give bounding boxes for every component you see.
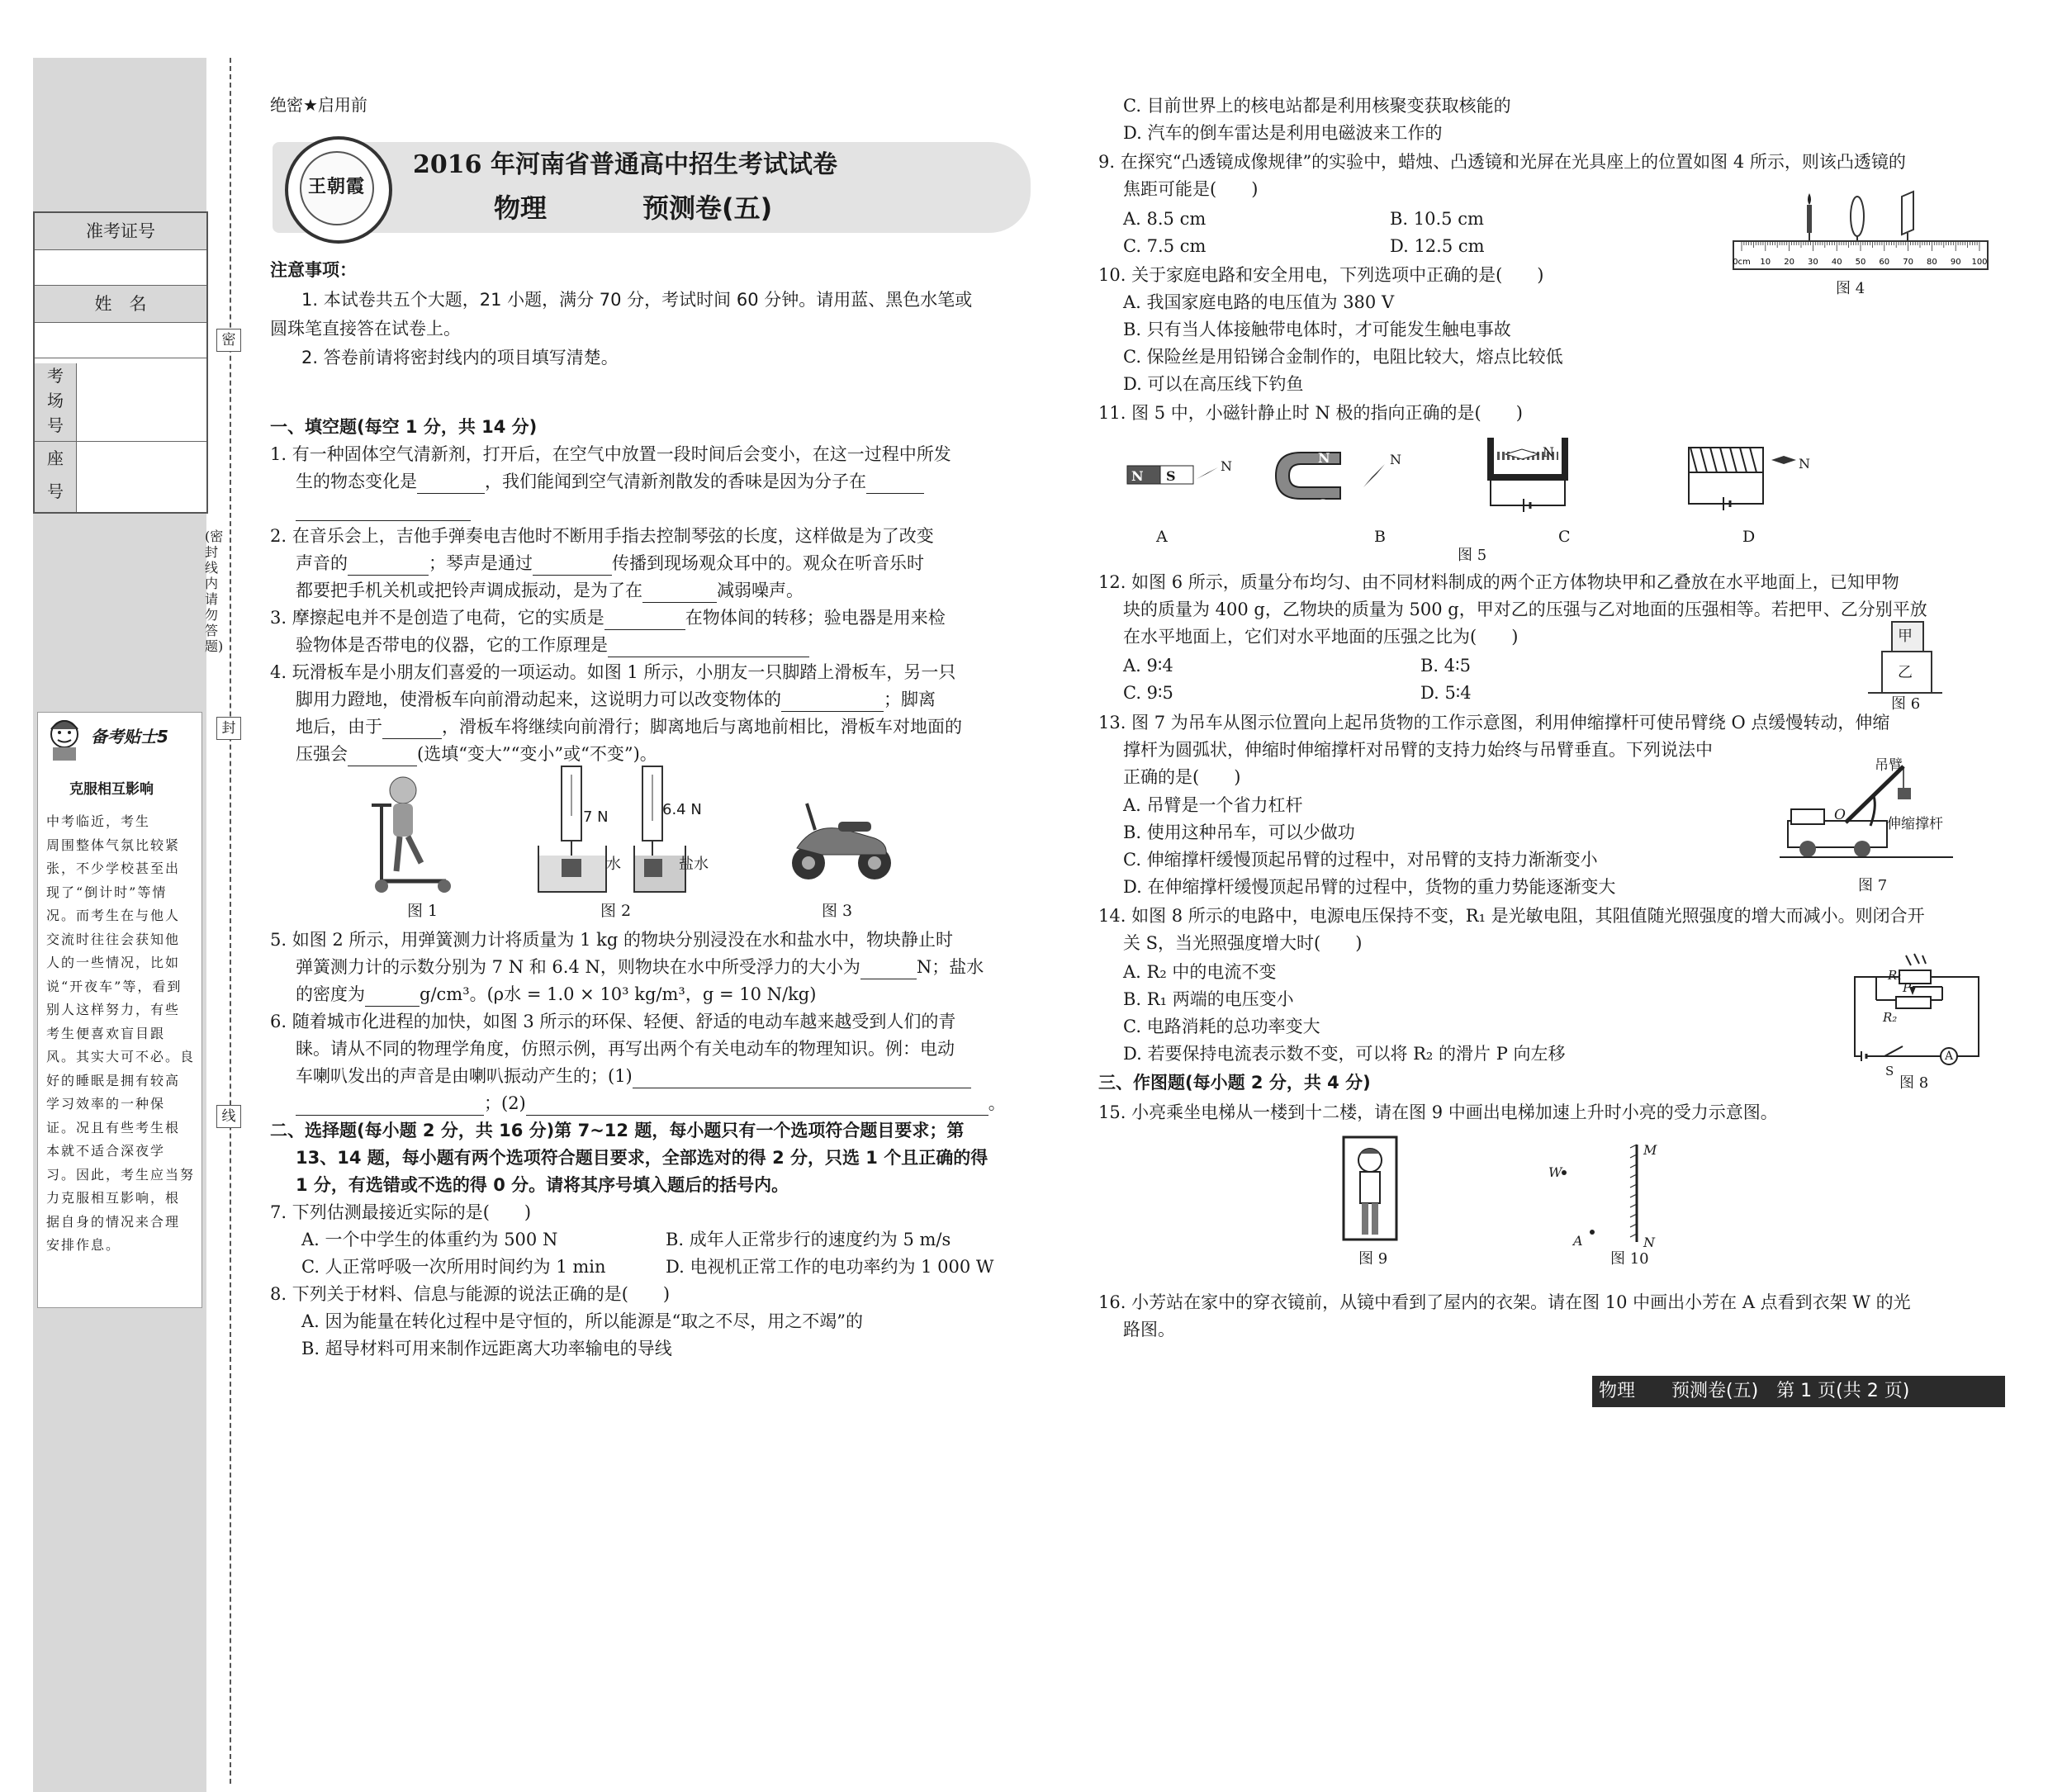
tip-line: 别人这样努力，有些: [46, 1002, 181, 1017]
candidate-info-box: [33, 211, 208, 514]
q4-text: 压强会: [296, 744, 348, 764]
mirror-diagram: [1544, 1140, 1643, 1247]
fig8-r1-label: R₁: [1888, 968, 1903, 983]
seal-line: [230, 58, 231, 1784]
q12-line: 块的质量为 400 g，乙物块的质量为 500 g，甲对乙的压强与乙对地面的压强相等。若把甲、乙分别平放: [1123, 600, 1927, 619]
q5: 5. 如图 2 所示，用弹簧测力计将质量为 1 kg 的物块分别浸没在水和盐水中，物块静止时: [270, 930, 953, 950]
q1-line: [296, 469, 924, 494]
tip-title: 克服相互影响: [69, 781, 154, 798]
q7-option-c: C. 人正常呼吸一次所用时间约为 1 min: [301, 1257, 606, 1277]
ruler-tick-label: 90: [1950, 258, 1961, 267]
answer-blank[interactable]: [633, 1069, 971, 1088]
answer-blank[interactable]: [526, 1097, 988, 1116]
q16: 16. 小芳站在家中的穿衣镜前，从镜中看到了屋内的衣架。请在图 10 中画出小芳在 A 点看到衣架 W 的光: [1098, 1292, 1911, 1312]
section-heading: 二、选择题(每小题 2 分，共 16 分)第 7~12 题，每小题只有一个选项符合题目要求；第: [270, 1121, 965, 1140]
q14: 14. 如图 8 所示的电路中，电源电压保持不变，R₁ 是光敏电阻，其阻值随光照强度的增大而减小。则闭合开: [1098, 906, 1925, 926]
seal-mark-xian: 线: [216, 1105, 241, 1128]
q15: 15. 小亮乘坐电梯从一楼到十二楼，请在图 9 中画出电梯加速上升时小亮的受力示意图。: [1098, 1102, 1778, 1122]
q6-period: 。: [988, 1093, 1006, 1113]
q3-text: 3. 摩擦起电并不是创造了电荷，它的实质是: [270, 608, 604, 628]
q6: 6. 随着城市化进程的加快，如图 3 所示的环保、轻便、舒适的电动车越来越受到人们的青: [270, 1012, 956, 1031]
fig8-s-label: S: [1885, 1064, 1894, 1079]
q10-option-c: C. 保险丝是用铅锑合金制作的，电阻比较大，熔点比较低: [1123, 347, 1563, 367]
block-yi: [1881, 651, 1932, 694]
q10: 10. 关于家庭电路和安全用电，下列选项中正确的是( ): [1098, 265, 1544, 285]
q4-line: [296, 687, 936, 712]
fig1-caption: 图 1: [407, 902, 439, 920]
q2-text: 都要把手机关机或把铃声调成振动，是为了在: [296, 581, 642, 600]
magnet-n-label: N: [1131, 468, 1144, 484]
answer-blank[interactable]: [860, 960, 917, 979]
q4-line: [296, 714, 962, 739]
seal-note: (密封线内请勿答题): [205, 529, 224, 654]
fig5-caption: 图 5: [1458, 547, 1487, 564]
answer-blank[interactable]: [866, 475, 924, 494]
room-field[interactable]: [78, 358, 206, 441]
magnet-options-diagram: [1119, 431, 1945, 522]
section-heading: 一、填空题(每空 1 分，共 14 分): [270, 417, 538, 437]
answer-blank[interactable]: [348, 557, 429, 576]
needle-n-label: N: [1543, 444, 1554, 460]
candle-flame-icon: [1808, 193, 1811, 205]
answer-blank[interactable]: [533, 557, 612, 576]
fig8-caption: 图 8: [1899, 1074, 1929, 1092]
q2-text: 减弱噪声。: [717, 581, 804, 600]
seal-mark-mi: 密: [216, 329, 241, 352]
notice-line: 圆珠笔直接答在试卷上。: [270, 319, 461, 339]
ruler-tick-label: 70: [1903, 258, 1913, 267]
block-jia: [1891, 621, 1924, 652]
magnet-s-label: S: [1166, 468, 1176, 484]
elevator-person-diagram: [1342, 1135, 1400, 1243]
q12-option-a: A. 9∶4: [1123, 656, 1173, 676]
q12-option-c: C. 9∶5: [1123, 683, 1173, 703]
fig8-p-label: P: [1903, 980, 1912, 995]
answer-blank[interactable]: [296, 1097, 484, 1116]
subject-title: 物理: [494, 192, 548, 224]
fig10-caption: 图 10: [1610, 1250, 1649, 1268]
q5-line: [296, 955, 984, 979]
q7: 7. 下列估测最接近实际的是( ): [270, 1202, 532, 1222]
answer-blank[interactable]: [604, 611, 685, 630]
ruler-tick-label: 30: [1808, 258, 1818, 267]
q1: 1. 有一种固体空气清新剂，打开后，在空气中放置一段时间后会变小，在这一过程中所发: [270, 444, 951, 464]
logo-seal: [300, 151, 374, 225]
q8-option-d: D. 汽车的倒车雷达是利用电磁波来工作的: [1123, 123, 1443, 143]
scooter-child-image: [363, 772, 462, 896]
q6-text: ；(2): [484, 1093, 526, 1113]
fig7-arm-label: 吊臂: [1875, 757, 1903, 774]
page-footer: 物理 预测卷(五) 第 1 页(共 2 页): [1592, 1376, 2005, 1407]
fig5-label-c: C: [1558, 528, 1571, 546]
fig5-label-d: D: [1742, 528, 1756, 546]
ruler-tick-label: 0cm: [1733, 258, 1751, 267]
light-screen: [1902, 192, 1913, 235]
q13-option-d: D. 在伸缩撑杆缓慢顶起吊臂的过程中，货物的重力势能逐渐变大: [1123, 877, 1616, 897]
tip-box: [37, 712, 202, 1308]
q5-text: 弹簧测力计的示数分别为 7 N 和 6.4 N，则物块在水中所受浮力的大小为: [296, 957, 860, 977]
q5-text: 的密度为: [296, 984, 365, 1004]
fig2-caption: 图 2: [600, 902, 632, 920]
switch-s: [1884, 1046, 1903, 1056]
fig2-7n-label: 7 N: [583, 808, 609, 826]
needle-n-label: N: [1799, 456, 1810, 472]
q8-option-a: A. 因为能量在转化过程中是守恒的，所以能源是“取之不尽，用之不竭”的: [301, 1311, 863, 1331]
fig8-a-label: A: [1945, 1050, 1954, 1063]
seat-field[interactable]: [78, 442, 206, 512]
fig4-caption: 图 4: [1836, 280, 1865, 297]
q2-text: 声音的: [296, 553, 348, 573]
fig10-m-label: M: [1643, 1142, 1657, 1158]
id-field[interactable]: [35, 250, 206, 286]
ruler-tick-label: 100: [1971, 258, 1988, 267]
tip-line: 安排作息。: [46, 1237, 121, 1253]
q6-line: [296, 1091, 1006, 1116]
tip-line: 习。因此，考生应当努: [46, 1166, 196, 1183]
answer-blank[interactable]: [382, 720, 442, 739]
q3-line: [296, 633, 809, 657]
q10-option-d: D. 可以在高压线下钓鱼: [1123, 374, 1304, 394]
q5-text: g/cm³。(ρ水 = 1.0 × 10³ kg/m³，g = 10 N/kg): [420, 984, 817, 1004]
ruler-tick-label: 50: [1855, 258, 1866, 267]
ruler-tick-label: 40: [1831, 258, 1842, 267]
tip-line: 力克服相互影响，根: [46, 1190, 181, 1206]
tip-line: 证。况且有些考生根: [46, 1119, 181, 1135]
q2-line: [296, 578, 804, 603]
q4: 4. 玩滑板车是小朋友们喜爱的一项运动。如图 1 所示，小朋友一只脚踏上滑板车，另一只: [270, 662, 956, 682]
tip-badge: [38, 713, 201, 762]
fig10-w-label: W: [1548, 1164, 1562, 1180]
tip-line: 中考临近，考生: [46, 813, 151, 829]
q11: 11. 图 5 中，小磁针静止时 N 极的指向正确的是( ): [1098, 403, 1523, 423]
horseshoe-magnet: [1276, 453, 1340, 499]
answer-blank[interactable]: [296, 502, 471, 521]
q13: 13. 图 7 为吊车从图示位置向上起吊货物的工作示意图，利用伸缩撑杆可使吊臂绕 O 点缓慢转动，伸缩: [1098, 713, 1890, 732]
fig2-saltwater-label: 盐水: [679, 856, 709, 873]
room-row: [35, 358, 206, 442]
q6-line: [296, 1064, 971, 1088]
tip-badge-text: 备考贴士5: [91, 727, 168, 747]
tip-line: 学习效率的一种保: [46, 1096, 166, 1112]
q4-text: ；脚离: [884, 690, 936, 709]
block-yi-label: 乙: [1898, 664, 1913, 681]
q6-line: 睐。请从不同的物理学角度，仿照示例，再写出两个有关电动车的物理知识。例：电动: [296, 1039, 955, 1059]
answer-blank[interactable]: [365, 988, 420, 1007]
q12-option-d: D. 5∶4: [1420, 683, 1472, 703]
convex-lens: [1851, 197, 1864, 236]
q12-option-b: B. 4∶5: [1420, 656, 1471, 676]
q7-option-a: A. 一个中学生的体重约为 500 N: [301, 1230, 558, 1249]
bar-magnet-s: [1160, 466, 1193, 484]
fig2-water-label: 水: [606, 856, 621, 873]
fig8-r2-label: R₂: [1883, 1010, 1898, 1025]
q4-text: (选填“变大”“变小”或“不变”)。: [417, 744, 657, 764]
q1-text: ，我们能闻到空气清新剂散发的香味是因为分子在: [485, 472, 866, 491]
compass-needle-icon: [1363, 464, 1385, 487]
notice-line: 1. 本试卷共五个大题，21 小题，满分 70 分，考试时间 60 分钟。请用蓝、黑色水笔或: [301, 290, 973, 310]
light-rays-icon: [1906, 954, 1926, 965]
seat-label: [35, 442, 77, 512]
tip-line: 现了“倒计时”等情: [46, 884, 168, 900]
electric-scooter-image: [789, 797, 896, 888]
answer-blank[interactable]: [348, 747, 417, 766]
fig7-rod-label: 伸缩撑杆: [1887, 816, 1943, 832]
q13-option-c: C. 伸缩撑杆缓慢顶起吊臂的过程中，对吊臂的支持力渐渐变小: [1123, 850, 1598, 870]
needle-n-label: N: [1221, 458, 1232, 474]
name-field[interactable]: [35, 323, 206, 358]
q9-option-d: D. 12.5 cm: [1390, 236, 1485, 256]
q12: 12. 如图 6 所示，质量分布均匀、由不同材料制成的两个正方体物块甲和乙叠放在水平地面上，已知甲物: [1098, 572, 1899, 592]
tip-line: 风。其实大可不必。良: [46, 1049, 196, 1064]
tip-line: 况。而考生在与他人: [46, 908, 181, 923]
cargo: [1898, 788, 1911, 799]
tip-line: 周围整体气氛比较紧: [46, 837, 181, 853]
q13-line: 正确的是( ): [1123, 767, 1241, 787]
room-label-char: 考: [47, 366, 64, 386]
q9-option-a: A. 8.5 cm: [1123, 209, 1207, 229]
ruler-tick-label: 20: [1784, 258, 1794, 267]
q1-line: [296, 496, 471, 521]
section-heading: 13、14 题，每小题有两个选项符合题目要求，全部选对的得 2 分，只选 1 个且正确的得: [296, 1148, 988, 1168]
q10-option-b: B. 只有当人体接触带电体时，才可能发生触电事故: [1123, 320, 1511, 339]
cartoon-icon: [41, 714, 91, 764]
notice-line: 2. 答卷前请将密封线内的项目填写清楚。: [301, 348, 619, 367]
room-label-char: 号: [47, 415, 64, 435]
seat-row: [35, 442, 206, 512]
resistor-r2: [1896, 997, 1931, 1008]
room-label: [35, 363, 77, 441]
logo-text: 王朝霞: [308, 176, 366, 197]
fig10-n-label: N: [1643, 1235, 1655, 1250]
fig5-label-b: B: [1374, 528, 1386, 546]
q4-text: ，滑板车将继续向前滑行；脚离地后与离地前相比，滑板车对地面的: [442, 717, 962, 737]
id-label: 准考证号: [35, 213, 206, 250]
q9-option-c: C. 7.5 cm: [1123, 236, 1207, 256]
point-w: [1562, 1170, 1567, 1175]
q9-option-b: B. 10.5 cm: [1390, 209, 1484, 229]
q4-line: [296, 742, 657, 766]
q3-text: 在物体间的转移；验电器是用来检: [685, 608, 946, 628]
section-heading: 三、作图题(每小题 2 分，共 4 分): [1098, 1073, 1371, 1093]
optical-bench-diagram: [1730, 188, 1994, 279]
compass-needle-icon: [1771, 456, 1796, 464]
q12-line: 在水平地面上，它们对水平地面的压强之比为( ): [1123, 627, 1519, 647]
q13-option-a: A. 吊臂是一个省力杠杆: [1123, 795, 1303, 815]
tip-line: 好的睡眠是拥有较高: [46, 1072, 181, 1088]
room-label-char: 场: [47, 391, 64, 410]
q6-text: 车喇叭发出的声音是由喇叭振动产生的；(1): [296, 1066, 633, 1086]
q10-option-a: A. 我国家庭电路的电压值为 380 V: [1123, 292, 1395, 312]
q5-line: [296, 982, 816, 1007]
q8-option-b: B. 超导材料可用来制作远距离大功率输电的导线: [301, 1339, 672, 1358]
ruler-tick-label: 60: [1879, 258, 1890, 267]
candle: [1807, 205, 1812, 233]
magnet-n-label: N: [1318, 450, 1330, 466]
compass-needle-icon: [1197, 467, 1218, 479]
q1-text: 生的物态变化是: [296, 472, 417, 491]
q2-line: [296, 551, 924, 576]
tip-line: 本就不适合深夜学: [46, 1143, 166, 1159]
ruler-tick-label: 80: [1927, 258, 1937, 267]
q2-text: 传播到现场观众耳中的。观众在听音乐时: [612, 553, 924, 573]
q14-option-a: A. R₂ 中的电流不变: [1123, 962, 1277, 982]
needle-n-label: N: [1390, 452, 1401, 467]
ruler-tick-label: 10: [1760, 258, 1771, 267]
q2: 2. 在音乐会上，吉他手弹奏电吉他时不断用手指去控制琴弦的长度，这样做是为了改变: [270, 526, 934, 546]
fig7-caption: 图 7: [1858, 877, 1888, 894]
q8-option-c: C. 目前世界上的核电站都是利用核聚变获取核能的: [1123, 96, 1511, 116]
answer-blank[interactable]: [642, 584, 717, 603]
tip-line: 交流时往往会获知他: [46, 931, 181, 947]
q3-text: 验物体是否带电的仪器，它的工作原理是: [296, 635, 608, 655]
fig5-label-a: A: [1156, 528, 1168, 546]
q14-option-c: C. 电路消耗的总功率变大: [1123, 1017, 1320, 1036]
tip-line: 人的一些情况，比如: [46, 955, 181, 970]
q5-text: N；盐水: [916, 957, 984, 977]
spring-scale-saltwater-diagram: [633, 766, 723, 898]
fig9-caption: 图 9: [1358, 1250, 1388, 1268]
q4-text: 地后，由于: [296, 717, 382, 737]
fig7-o-label: O: [1834, 807, 1846, 823]
q2-text: ；琴声是通过: [429, 553, 533, 573]
q13-option-b: B. 使用这种吊车，可以少做功: [1123, 823, 1355, 842]
fig6-caption: 图 6: [1891, 695, 1921, 713]
q16-line: 路图。: [1123, 1320, 1175, 1339]
q9-line: 焦距可能是( ): [1123, 179, 1259, 199]
q14-option-b: B. R₁ 两端的电压变小: [1123, 989, 1294, 1009]
name-label: 姓 名: [35, 286, 206, 323]
q7-option-d: D. 电视机正常工作的电功率约为 1 000 W: [666, 1257, 994, 1277]
answer-blank[interactable]: [608, 638, 809, 657]
photoresistor-circuit-diagram: [1851, 954, 1992, 1061]
spring-scale-water-diagram: [535, 766, 626, 898]
q8: 8. 下列关于材料、信息与能源的说法正确的是( ): [270, 1284, 671, 1304]
q9: 9. 在探究“凸透镜成像规律”的实验中，蜡烛、凸透镜和光屏在光具座上的位置如图 4 所示，则该凸透镜的: [1098, 152, 1906, 172]
notice-heading: 注意事项：: [270, 260, 357, 280]
magnet-s-label: S: [1318, 496, 1328, 512]
secret-label: 绝密★启用前: [270, 95, 367, 115]
tip-line: 说“开夜车”等，看到: [46, 978, 183, 994]
q3: [270, 605, 946, 630]
section-heading: 1 分，有选错或不选的得 0 分。请将其序号填入题后的括号内。: [296, 1175, 789, 1195]
tip-line: 张，不少学校甚至出: [46, 860, 181, 876]
tip-line: 考生便喜欢盲目跟: [46, 1025, 166, 1041]
q4-text: 脚用力蹬地，使滑板车向前滑动起来，这说明力可以改变物体的: [296, 690, 781, 709]
exam-subtitle: 预测卷(五): [642, 192, 773, 224]
seat-label-char: 座: [47, 448, 64, 468]
q7-option-b: B. 成年人正常步行的速度约为 5 m/s: [666, 1230, 951, 1249]
exam-title: 2016 年河南省普通高中招生考试试卷: [413, 150, 837, 179]
seal-mark-feng: 封: [216, 717, 241, 740]
tip-line: 据自身的情况来合理: [46, 1213, 181, 1230]
q13-line: 撑杆为圆弧状，伸缩时伸缩撑杆对吊臂的支持力始终与吊臂垂直。下列说法中: [1123, 740, 1713, 760]
block-jia-label: 甲: [1898, 628, 1913, 645]
answer-blank[interactable]: [781, 693, 884, 712]
point-a: [1590, 1230, 1595, 1235]
answer-blank[interactable]: [417, 475, 485, 494]
seat-label-char: 号: [47, 481, 64, 501]
fig3-caption: 图 3: [822, 902, 853, 920]
fig2-64n-label: 6.4 N: [662, 801, 702, 818]
q14-option-d: D. 若要保持电流表示数不变，可以将 R₂ 的滑片 P 向左移: [1123, 1044, 1566, 1064]
q14-line: 关 S，当光照强度增大时( ): [1123, 933, 1363, 953]
fig10-a-label: A: [1573, 1233, 1583, 1249]
